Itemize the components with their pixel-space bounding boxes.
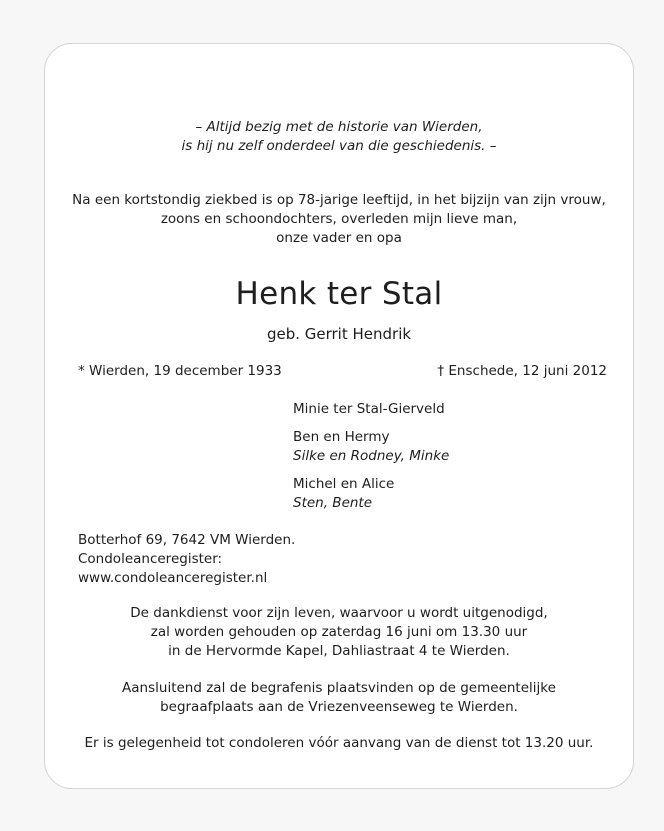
birth-date: * Wierden, 19 december 1933 xyxy=(78,363,282,379)
death-notice-card xyxy=(44,43,634,789)
service-line-3: in de Hervormde Kapel, Dahliastraat 4 te Wierden. xyxy=(168,643,510,659)
family-parents-1: Ben en Hermy xyxy=(293,429,390,445)
announcement-line-1: Na een kortstondig ziekbed is op 78-jarige leeftijd, in het bijzijn van zijn vrouw, xyxy=(72,192,606,208)
register-url: www.condoleanceregister.nl xyxy=(78,570,268,586)
motto-line-2: is hij nu zelf onderdeel van die geschiedenis. – xyxy=(181,138,497,154)
address: Botterhof 69, 7642 VM Wierden. xyxy=(78,532,296,548)
service-line-2: zal worden gehouden op zaterdag 16 juni om 13.30 uur xyxy=(150,624,528,640)
burial-line-2: begraafplaats aan de Vriezenveenseweg te Wierden. xyxy=(160,699,518,715)
family-list xyxy=(293,400,449,513)
family-children-2: Sten, Bente xyxy=(293,495,373,511)
condolence-line: Er is gelegenheid tot condoleren vóór aanvang van de dienst tot 13.20 uur. xyxy=(84,735,594,751)
condolence-info xyxy=(45,734,633,753)
deceased-name: Henk ter Stal xyxy=(235,276,443,312)
register-label: Condoleanceregister: xyxy=(78,551,223,567)
burial-line-1: Aansluitend zal de begrafenis plaatsvinden op de gemeentelijke xyxy=(122,680,556,696)
burial-info xyxy=(45,679,633,717)
announcement-line-3: onze vader en opa xyxy=(276,230,402,246)
motto-line-1: – Altijd bezig met de historie van Wierden, xyxy=(195,119,483,135)
motto xyxy=(45,118,633,156)
contact-block xyxy=(78,531,295,588)
announcement-line-2: zoons en schoondochters, overleden mijn lieve man, xyxy=(160,211,518,227)
family-parents-2: Michel en Alice xyxy=(293,476,395,492)
spouse: Minie ter Stal-Gierveld xyxy=(293,401,445,417)
birth-name: geb. Gerrit Hendrik xyxy=(266,325,412,343)
death-date: † Enschede, 12 juni 2012 xyxy=(437,363,607,379)
family-children-1: Silke en Rodney, Minke xyxy=(293,448,450,464)
service-line-1: De dankdienst voor zijn leven, waarvoor u wordt uitgenodigd, xyxy=(130,605,548,621)
announcement xyxy=(45,191,633,248)
service-info xyxy=(45,604,633,661)
